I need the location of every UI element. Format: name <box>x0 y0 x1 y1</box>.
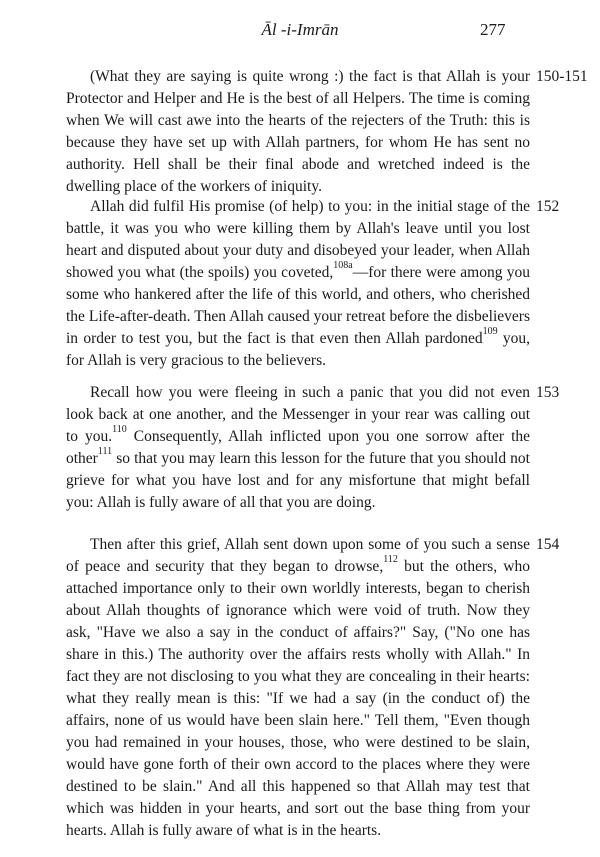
passage-text: Then after this grief, Allah sent down upon some of you such a sense of peace and security that they began to drowse,$^{112}$ but the others, who attached importance only to their own worldly interests, began to cherish about Allah thoughts of ignorance which were void of truth. Now they ask, "Have we also a say in the conduct of affairs?" Say, ("No one has share in this.) The authority over the affairs rests wholly with Allah." In fact they are not disclosing to you what they are concealing in their hearts: what they really mean is this: "If we had a say (in the conduct of) the affairs, none of us would have been slain here." Tell them, "Even though you had remained in your houses, those, who were destined to be slain, would have gone forth of their own accord to the places where they were destined to be slain." And all this happened so that Allah may test that which was hidden in your hearts, and sort out the base thing from your hearts. Allah is fully aware of what is in the hearts. <box>66 536 530 839</box>
chapter-title: Āl -i-Imrān <box>261 20 339 39</box>
verse-number: 154 <box>536 536 560 553</box>
footnote-marker: 111 <box>97 446 113 457</box>
passage-153 <box>66 382 530 514</box>
verse-number: 150-151 <box>536 68 588 85</box>
passage-text: Allah did fulfil His promise (of help) to you: in the initial stage of the battle, it was you who were killing them by Allah's leave until you lost heart and disputed about your duty and disobeyed your leader, when Allah showed you what (the spoils) you coveted,$^{108a}$—for there were among you some who hankered after the life of this world, and others, who cherished the Life-after-death. Then Allah caused your retreat before the disbelievers in order to test you, but the fact is that even then Allah pardoned$^{109}$ you, for Allah is very gracious to the believers. <box>66 198 530 369</box>
footnote-marker: 109 <box>482 326 498 337</box>
page-number: 277 <box>480 20 506 39</box>
verse-number: 152 <box>536 198 560 215</box>
footnote-marker: 112 <box>383 554 398 565</box>
passage-154 <box>66 534 530 842</box>
passage-text: (What they are saying is quite wrong :) the fact is that Allah is your Protector and Helper and He is the best of all Helpers. The time is coming when We will cast awe into the hearts of the rejecters of the Truth: this is because they have set up with Allah partners, for whom He has sent no authority. Hell shall be their final abode and wretched indeed is the dwelling place of the workers of iniquity. <box>66 68 530 195</box>
footnote-marker: 110 <box>112 424 127 435</box>
passage-150-151 <box>66 66 530 198</box>
verse-number: 153 <box>536 384 560 401</box>
passage-text: Recall how you were fleeing in such a panic that you did not even look back at one another, and the Messenger in your rear was calling out to you.$^{110}$ Consequently, Allah inflicted upon you one sorrow after the other$^{111}$ so that you may learn this lesson for the future that you should not grieve for what you have lost and for any misfortune that might befall you: Allah is fully aware of all that you are doing. <box>66 384 530 511</box>
passage-152 <box>66 196 530 372</box>
footnote-marker: 108a <box>333 260 353 271</box>
